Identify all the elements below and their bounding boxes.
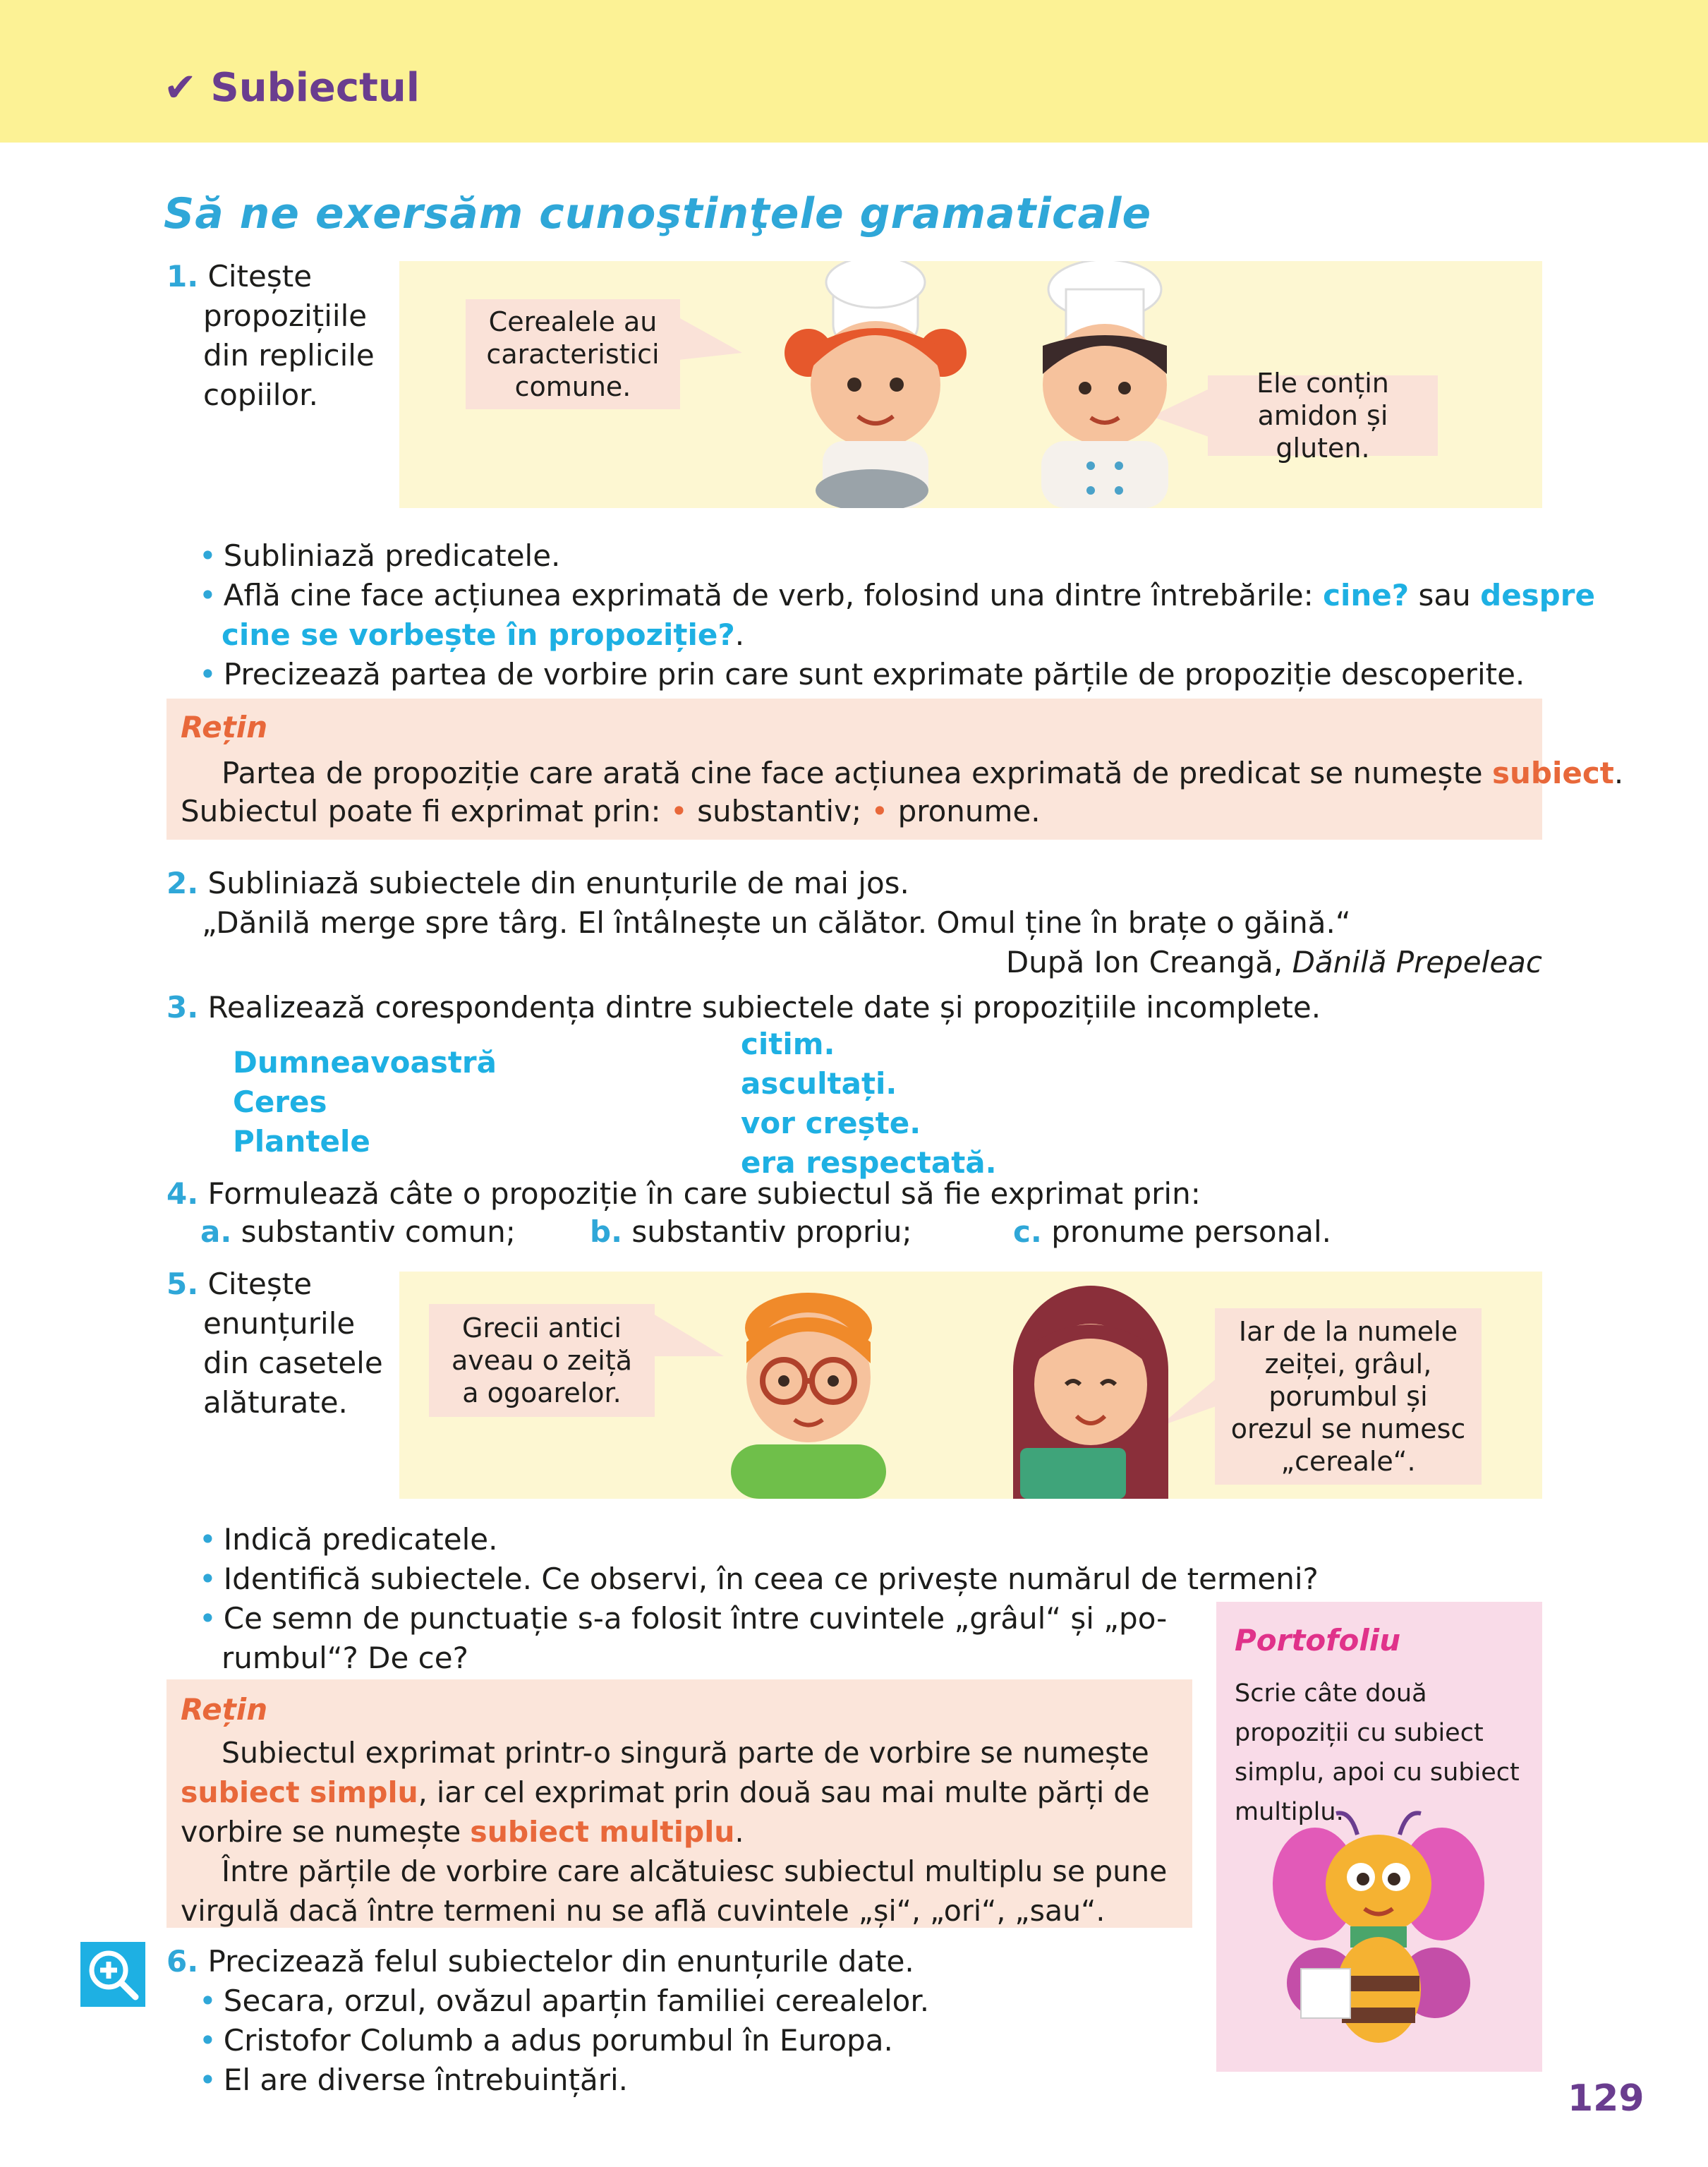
option-c: c. pronume personal. — [1013, 1214, 1331, 1249]
portfolio-box — [1216, 1602, 1542, 2072]
bee-mascot-illustration — [1273, 1806, 1484, 2053]
zoom-plus-icon[interactable] — [80, 1942, 145, 2007]
exercise-1-intro: 1. Citește propozițiile din replicile copiilor. — [166, 259, 375, 412]
exercise-4: 4. Formulează câte o propoziție în care subiectul să fie exprimat prin: — [166, 1176, 1201, 1211]
retin-box-1 — [166, 699, 1624, 840]
predicate-item: ascultați. — [741, 1066, 897, 1101]
predicates-list — [741, 1025, 997, 1183]
subject-item: Plantele — [233, 1124, 370, 1159]
exercise-6: 6. Precizează felul subiectelor din enunțurile date. • Secara, orzul, ovăzul aparțin familiei cerealelor. • Cristofor Columb a adus porumbul în Europa. • El are diverse întrebuințări. — [166, 1942, 929, 2100]
retin-title: Rețin — [181, 710, 268, 744]
exercise-3: 3. Realizează corespondența dintre subiectele date și propozițiile incomplete. — [166, 990, 1321, 1025]
retin-text: Subiectul exprimat printr-o singură parte de vorbire se numește subiect simplu, iar cel exprimat prin două sau mai multe părți de vorbire se numește subiect multiplu. Între părțile de vorbire care alcătuiesc subiectul multiplu se pune virgulă dacă între termeni nu se află cuvintele „și“, „ori“, „sau“. — [181, 1736, 1168, 1928]
section-title: Să ne exersăm cunoştinţele gramaticale — [164, 189, 1152, 239]
boy-with-glasses-illustration — [710, 1286, 907, 1499]
speech-bubble-right: Ele conțin amidon și gluten. — [1208, 375, 1438, 456]
dialogue-scene-1 — [399, 261, 1542, 508]
page-number: 129 — [1568, 2077, 1645, 2120]
exercise-2: 2. Subliniază subiectele din enunțurile de mai jos. „Dănilă merge spre târg. El întâlnește un călător. Omul ține în brațe o găină.“ După Ion Creangă, Dănilă Prepeleac — [166, 864, 1542, 982]
bullet-item: • Identifică subiectele. Ce observi, în ceea ce privește numărul de termeni? — [199, 1559, 1319, 1599]
speech-bubble-left: Cerealele au caracteristici comune. — [466, 299, 680, 409]
exercise-5-bullets: • Indică predicatele. • Identifică subiectele. Ce observi, în ceea ce privește numărul de termeni? • Ce semn de punctuație s-a folosit între cuvintele „grâul“ și „po- rumbul“? De ce? — [199, 1520, 1319, 1678]
bullet-item: • Secara, orzul, ovăzul aparțin familiei cerealelor. — [166, 1981, 929, 2021]
speech-bubble-right: Iar de la numele zeiței, grâul, porumbul și orezul se numesc „cereale“. — [1215, 1308, 1482, 1485]
checkmark-icon: ✔ — [164, 65, 197, 111]
bullet-item: • Subliniază predicatele. — [199, 536, 1595, 576]
predicate-item: vor crește. — [741, 1106, 921, 1140]
header-title: ✔ Subiectul — [164, 65, 420, 111]
predicate-item: citim. — [741, 1027, 835, 1061]
bubble-tail-left — [679, 310, 742, 367]
portfolio-text: Scrie câte două propoziții cu subiect simplu, apoi cu subiect multiplu. — [1235, 1679, 1520, 1826]
girl-chef-illustration — [759, 261, 985, 508]
bullet-item: • Află cine face acțiunea exprimată de verb, folosind una dintre întrebările: cine? sau despre — [199, 576, 1595, 615]
portfolio-title: Portofoliu — [1235, 1623, 1401, 1658]
retin-title: Rețin — [181, 1692, 268, 1727]
quote: „Dănilă merge spre târg. El întâlnește un călător. Omul ține în brațe o găină.“ — [202, 905, 1351, 940]
bullet-item: • Cristofor Columb a adus porumbul în Europa. — [166, 2021, 929, 2060]
girl-with-book-illustration — [992, 1279, 1189, 1499]
exercise-5-intro: 5. Citește enunțurile din casetele alăturate. — [166, 1267, 383, 1420]
boy-chef-illustration — [999, 261, 1211, 508]
subject-item: Ceres — [233, 1085, 327, 1119]
subjects-list — [233, 1043, 497, 1161]
bullet-item: • El are diverse întrebuințări. — [166, 2060, 929, 2100]
dialogue-scene-2 — [399, 1272, 1542, 1499]
bullet-item: • Precizează partea de vorbire prin care sunt exprimate părțile de propoziție descoperite. — [199, 655, 1595, 694]
retin-box-2 — [166, 1679, 1192, 1928]
predicate-item: era respectată. — [741, 1145, 997, 1180]
subject-item: Dumneavoastră — [233, 1045, 497, 1080]
retin-text: Partea de propoziție care arată cine face acțiunea exprimată de predicat se numește subiect. — [222, 756, 1624, 790]
retin-text: Subiectul poate fi exprimat prin: • substantiv; • pronume. — [181, 794, 1041, 828]
option-b: b. substantiv propriu; — [590, 1214, 912, 1249]
option-a: a. substantiv comun; — [200, 1214, 516, 1249]
quote-source: După Ion Creangă, Dănilă Prepeleac — [1005, 945, 1542, 979]
exercise-1-bullets: • Subliniază predicatele. • Află cine face acțiunea exprimată de verb, folosind una dintre întrebările: cine? sau despre cine se vorbește în propoziție?. • Precizează partea de vorbire prin care sunt exprimate părțile de propoziție descoperite. — [199, 536, 1595, 694]
bullet-item: • Indică predicatele. — [199, 1520, 1319, 1559]
speech-bubble-left: Grecii antici aveau o zeiță a ogoarelor. — [429, 1304, 655, 1417]
bullet-item: • Ce semn de punctuație s-a folosit între cuvintele „grâul“ și „po- — [199, 1599, 1319, 1638]
